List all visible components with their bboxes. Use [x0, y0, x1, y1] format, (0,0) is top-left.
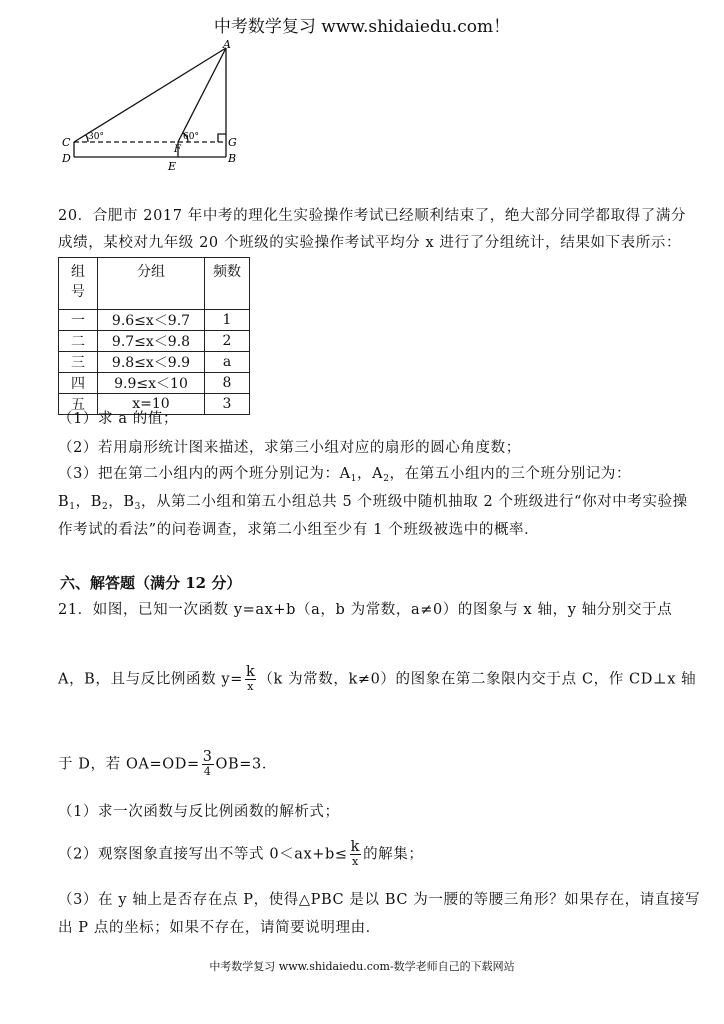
angle-label-f: 60° — [183, 132, 199, 142]
subscript: 3 — [134, 502, 141, 512]
cell-frequency: 2 — [205, 331, 250, 352]
label-f: F — [174, 144, 181, 155]
header-range: 分组 — [98, 258, 205, 310]
header-group-no-b: 号 — [71, 284, 85, 300]
cell-group: 一 — [59, 310, 98, 331]
q20-sub1: （1）求 a 的值； — [58, 411, 179, 427]
cell-frequency: 1 — [205, 310, 250, 331]
cell-range: 9.7≤x＜9.8 — [98, 331, 205, 352]
q21-text: 于 D，若 OA=OD= — [58, 756, 200, 773]
cell-frequency: 8 — [205, 373, 250, 394]
header-group-no-a: 组 — [71, 264, 85, 280]
table-row — [59, 310, 250, 331]
cell-frequency: 3 — [205, 394, 250, 415]
q21-sub3-line1: （3）在 y 轴上是否存在点 P，使得△PBC 是以 BC 为一腰的等腰三角形？如果存在，请直接写 — [58, 892, 701, 908]
q20-sub3-line3: 作考试的看法”的问卷调查，求第二小组至少有 1 个班级被选中的概率． — [58, 522, 540, 538]
fraction-numerator: k — [245, 664, 256, 680]
q21-sub3-line2: 出 P 点的坐标；如果不存在，请简要说明理由． — [58, 920, 381, 936]
q20-sub2: （2）若用扇形统计图来描述，求第三小组对应的扇形的圆心角度数； — [58, 440, 521, 456]
q21-sub1: （1）求一次函数与反比例函数的解析式； — [58, 804, 340, 820]
subscript: 1 — [69, 502, 76, 512]
fraction-numerator: k — [350, 839, 361, 855]
q20-sub3-text: ，B — [108, 494, 135, 510]
cell-range: 9.8≤x＜9.9 — [98, 352, 205, 373]
q21-line3 — [58, 750, 277, 779]
table-row — [59, 352, 250, 373]
fraction-k-over-x — [350, 840, 361, 869]
q20-line2: 成绩，某校对九年级 20 个班级的实验操作考试平均分 x 进行了分组统计，结果如下表所示： — [58, 235, 682, 251]
label-d: D — [62, 152, 71, 165]
fraction-3-over-4 — [202, 750, 214, 779]
subscript: 2 — [383, 474, 390, 484]
q20-sub3-line2 — [58, 490, 688, 512]
table-header-row — [59, 258, 250, 310]
header-frequency: 频数 — [205, 258, 250, 310]
q20-sub3-line1 — [58, 462, 631, 484]
geometry-figure — [56, 38, 246, 172]
subscript: 1 — [350, 474, 358, 484]
angle-label-c: 30° — [88, 132, 104, 142]
cell-group: 三 — [59, 352, 98, 373]
q20-sub3-text: ，从第二小组和第五小组总共 5 个班级中随机抽取 2 个班级进行“你对中考实验操 — [140, 494, 688, 510]
label-b: B — [228, 152, 237, 165]
q20-sub3-text: B — [58, 494, 70, 510]
q21-text: （k 为常数，k≠0）的图象在第二象限内交于点 C，作 CD⊥x 轴 — [258, 671, 697, 688]
line-ca — [74, 48, 226, 142]
q21-text: 的解集； — [363, 846, 424, 863]
fraction-numerator: 3 — [202, 749, 213, 765]
label-c: C — [62, 136, 71, 149]
q21-text: A，B，且与反比例函数 y= — [58, 671, 243, 688]
fraction-denominator: x — [351, 855, 359, 868]
fraction-denominator: x — [247, 680, 255, 693]
q20-sub3-text: ，A — [357, 466, 384, 482]
header-group-no — [59, 258, 98, 310]
cell-group: 四 — [59, 373, 98, 394]
cell-frequency: a — [205, 352, 250, 373]
q21-line1: 21．如图，已知一次函数 y=ax+b（a，b 为常数，a≠0）的图象与 x 轴，y 轴分别交于点 — [58, 602, 673, 618]
cell-range: x=10 — [98, 394, 205, 415]
q20-sub3-text: ，在第五小组内的三个班分别记为： — [389, 466, 632, 482]
cell-group: 二 — [59, 331, 98, 352]
cell-range: 9.6≤x＜9.7 — [98, 310, 205, 331]
q20-sub3-text: ，B — [75, 494, 102, 510]
label-a: A — [223, 38, 231, 51]
section-heading: 六、解答题（满分 12 分） — [60, 574, 242, 592]
cell-range: 9.9≤x＜10 — [98, 373, 205, 394]
q21-text: OB=3． — [215, 756, 277, 773]
table-row — [59, 373, 250, 394]
page-header: 中考数学复习 www.shidaiedu.com！ — [213, 17, 511, 37]
q21-sub2 — [58, 840, 423, 869]
right-angle-mark — [218, 134, 226, 142]
subscript: 2 — [101, 502, 109, 512]
label-g: G — [228, 136, 237, 149]
q21-line2 — [58, 665, 696, 694]
fraction-k-over-x — [245, 665, 256, 694]
fraction-denominator: 4 — [203, 765, 212, 778]
page-footer: 中考数学复习 www.shidaiedu.com-数学老师自己的下载网站 — [209, 960, 515, 973]
q20-line1: 20．合肥市 2017 年中考的理化生实验操作考试已经顺利结束了，绝大部分同学都取得了满分 — [58, 208, 687, 224]
frequency-table — [58, 257, 250, 415]
cell-group: 五 — [59, 394, 98, 415]
table-row — [59, 331, 250, 352]
label-e: E — [168, 160, 177, 172]
q21-text: （2）观察图象直接写出不等式 0＜ax+b≤ — [58, 846, 348, 863]
q20-sub3-text: （3）把在第二小组内的两个班分别记为：A — [58, 466, 351, 482]
